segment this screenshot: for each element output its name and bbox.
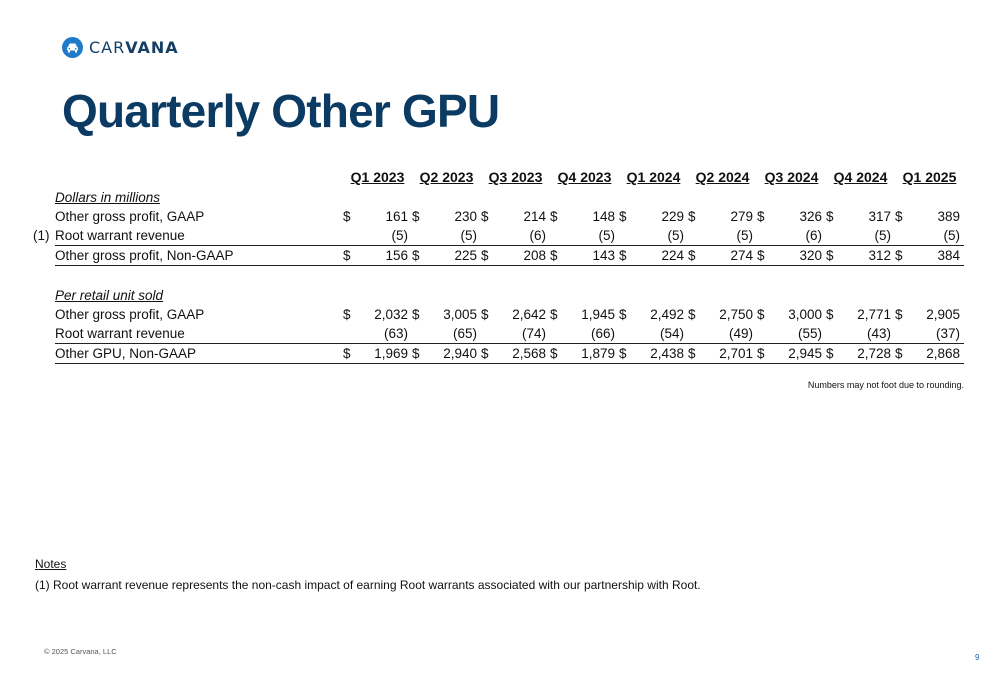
dollar-sign: $ <box>688 307 696 322</box>
cell-value: 225 <box>426 246 481 266</box>
table-row <box>33 246 964 266</box>
cell-value: 143 <box>564 246 619 266</box>
cell-value: 148 <box>592 209 615 224</box>
dollar-sign: $ <box>757 307 765 322</box>
cell-value: (65) <box>452 326 477 341</box>
column-header: Q1 2023 <box>350 168 405 185</box>
dollar-sign: $ <box>619 209 627 224</box>
cell-value: 2,438 <box>633 344 688 364</box>
cell-value: (54) <box>659 326 684 341</box>
cell-value: (55) <box>797 326 822 341</box>
section-header: Dollars in millions <box>55 190 161 205</box>
cell-value: (63) <box>383 326 408 341</box>
dollar-sign: $ <box>619 246 633 266</box>
row-note <box>33 246 55 266</box>
dollar-sign: $ <box>619 307 627 322</box>
table-header-row <box>33 166 964 188</box>
cell-value: (37) <box>935 326 960 341</box>
cell-value: 230 <box>454 209 477 224</box>
cell-value: 2,905 <box>926 307 960 322</box>
dollar-sign: $ <box>343 209 351 224</box>
cell-value: 279 <box>730 209 753 224</box>
copyright: © 2025 Carvana, LLC <box>44 647 117 656</box>
cell-value: 3,000 <box>788 307 822 322</box>
notes-heading: Notes <box>35 557 67 571</box>
column-header: Q4 2024 <box>833 168 888 185</box>
gpu-table <box>33 166 964 364</box>
dollar-sign: $ <box>895 246 909 266</box>
dollar-sign <box>412 226 426 246</box>
dollar-sign <box>895 226 909 246</box>
table-row <box>33 344 964 364</box>
dollar-sign: $ <box>895 307 903 322</box>
column-header: Q3 2023 <box>488 168 543 185</box>
dollar-sign <box>826 226 840 246</box>
row-label: Root warrant revenue <box>55 326 185 341</box>
dollar-sign: $ <box>757 209 765 224</box>
logo-text-bold: VANA <box>125 38 179 57</box>
dollar-sign: $ <box>343 344 357 364</box>
column-header: Q4 2023 <box>557 168 612 185</box>
cell-value: 312 <box>840 246 895 266</box>
cell-value: 2,728 <box>840 344 895 364</box>
cell-value: 2,868 <box>909 344 964 364</box>
cell-value: (6) <box>529 228 546 243</box>
cell-value: (5) <box>460 228 477 243</box>
cell-value: (74) <box>521 326 546 341</box>
dollar-sign <box>688 226 702 246</box>
section-spacer <box>33 266 964 287</box>
dollar-sign: $ <box>688 209 696 224</box>
row-note <box>33 324 55 344</box>
carvana-logo <box>62 37 179 58</box>
dollar-sign <box>895 324 909 344</box>
column-header: Q1 2025 <box>902 168 957 185</box>
dollar-sign: $ <box>481 344 495 364</box>
page-title: Quarterly Other GPU <box>62 85 500 137</box>
dollar-sign <box>619 226 633 246</box>
cell-value: 2,032 <box>374 307 408 322</box>
cell-value: (5) <box>667 228 684 243</box>
row-note <box>33 344 55 364</box>
dollar-sign: $ <box>550 246 564 266</box>
dollar-sign: $ <box>550 307 558 322</box>
dollar-sign <box>826 324 840 344</box>
dollar-sign <box>619 324 633 344</box>
dollar-sign: $ <box>412 209 420 224</box>
cell-value: 389 <box>937 209 960 224</box>
cell-value: (5) <box>874 228 891 243</box>
section-per-unit <box>33 286 964 364</box>
row-label: Other gross profit, GAAP <box>55 307 205 322</box>
cell-value: (66) <box>590 326 615 341</box>
table-row <box>33 324 964 344</box>
row-note <box>33 305 55 324</box>
row-label: Other gross profit, GAAP <box>55 209 205 224</box>
dollar-sign: $ <box>757 246 771 266</box>
cell-value: 156 <box>357 246 412 266</box>
dollar-sign: $ <box>688 246 702 266</box>
footnote-1: (1) Root warrant revenue represents the non-cash impact of earning Root warrants associated with our partnership with Root. <box>35 578 701 592</box>
column-header: Q2 2023 <box>419 168 474 185</box>
dollar-sign: $ <box>343 307 351 322</box>
dollar-sign: $ <box>757 344 771 364</box>
section-header: Per retail unit sold <box>55 288 164 303</box>
row-note: (1) <box>33 228 50 244</box>
dollar-sign <box>481 226 495 246</box>
dollar-sign <box>688 324 702 344</box>
section-header-row <box>33 188 964 207</box>
dollar-sign: $ <box>826 209 834 224</box>
cell-value: (5) <box>598 228 615 243</box>
dollar-sign: $ <box>688 344 702 364</box>
dollar-sign <box>550 324 564 344</box>
cell-value: 317 <box>868 209 891 224</box>
cell-value: 384 <box>909 246 964 266</box>
dollar-sign: $ <box>826 246 840 266</box>
cell-value: 229 <box>661 209 684 224</box>
cell-value: 208 <box>495 246 550 266</box>
dollar-sign: $ <box>412 246 426 266</box>
column-header: Q2 2024 <box>695 168 750 185</box>
cell-value: 2,701 <box>702 344 757 364</box>
dollar-sign: $ <box>826 307 834 322</box>
cell-value: 2,492 <box>650 307 684 322</box>
dollar-sign: $ <box>481 307 489 322</box>
dollar-sign: $ <box>481 209 489 224</box>
cell-value: 214 <box>523 209 546 224</box>
cell-value: 1,879 <box>564 344 619 364</box>
cell-value: (5) <box>736 228 753 243</box>
cell-value: 3,005 <box>443 307 477 322</box>
dollar-sign: $ <box>481 246 495 266</box>
dollar-sign: $ <box>550 209 558 224</box>
table-row <box>33 305 964 324</box>
cell-value: 224 <box>633 246 688 266</box>
dollar-sign: $ <box>895 209 903 224</box>
cell-value: (5) <box>391 228 408 243</box>
dollar-sign <box>343 226 357 246</box>
table-row <box>33 226 964 246</box>
cell-value: (49) <box>728 326 753 341</box>
cell-value: 2,771 <box>857 307 891 322</box>
cell-value: (5) <box>943 228 960 243</box>
dollar-sign: $ <box>550 344 564 364</box>
cell-value: 2,750 <box>719 307 753 322</box>
cell-value: 2,642 <box>512 307 546 322</box>
dollar-sign: $ <box>412 307 420 322</box>
dollar-sign: $ <box>343 246 357 266</box>
section-header-row <box>33 286 964 305</box>
cell-value: 2,940 <box>426 344 481 364</box>
row-label: Other GPU, Non-GAAP <box>55 344 343 364</box>
dollar-sign: $ <box>895 344 909 364</box>
car-icon <box>62 37 83 58</box>
cell-value: (43) <box>866 326 891 341</box>
table-row <box>33 207 964 226</box>
dollar-sign <box>757 324 771 344</box>
row-label: Other gross profit, Non-GAAP <box>55 246 343 266</box>
dollar-sign <box>481 324 495 344</box>
row-label: Root warrant revenue <box>55 228 185 243</box>
cell-value: 274 <box>702 246 757 266</box>
cell-value: 1,969 <box>357 344 412 364</box>
dollar-sign: $ <box>412 344 426 364</box>
cell-value: 161 <box>385 209 408 224</box>
dollar-sign <box>343 324 357 344</box>
logo-text-light: CAR <box>89 38 126 57</box>
page-number: 9 <box>975 653 980 662</box>
logo-wordmark <box>89 38 179 57</box>
section-dollars <box>33 188 964 266</box>
cell-value: 326 <box>799 209 822 224</box>
cell-value: (6) <box>805 228 822 243</box>
rounding-note: Numbers may not foot due to rounding. <box>807 380 964 390</box>
cell-value: 1,945 <box>581 307 615 322</box>
column-header: Q1 2024 <box>626 168 681 185</box>
column-header: Q3 2024 <box>764 168 819 185</box>
cell-value: 320 <box>771 246 826 266</box>
row-note <box>33 207 55 226</box>
dollar-sign: $ <box>826 344 840 364</box>
dollar-sign: $ <box>619 344 633 364</box>
dollar-sign <box>550 226 564 246</box>
dollar-sign <box>412 324 426 344</box>
cell-value: 2,568 <box>495 344 550 364</box>
dollar-sign <box>757 226 771 246</box>
cell-value: 2,945 <box>771 344 826 364</box>
